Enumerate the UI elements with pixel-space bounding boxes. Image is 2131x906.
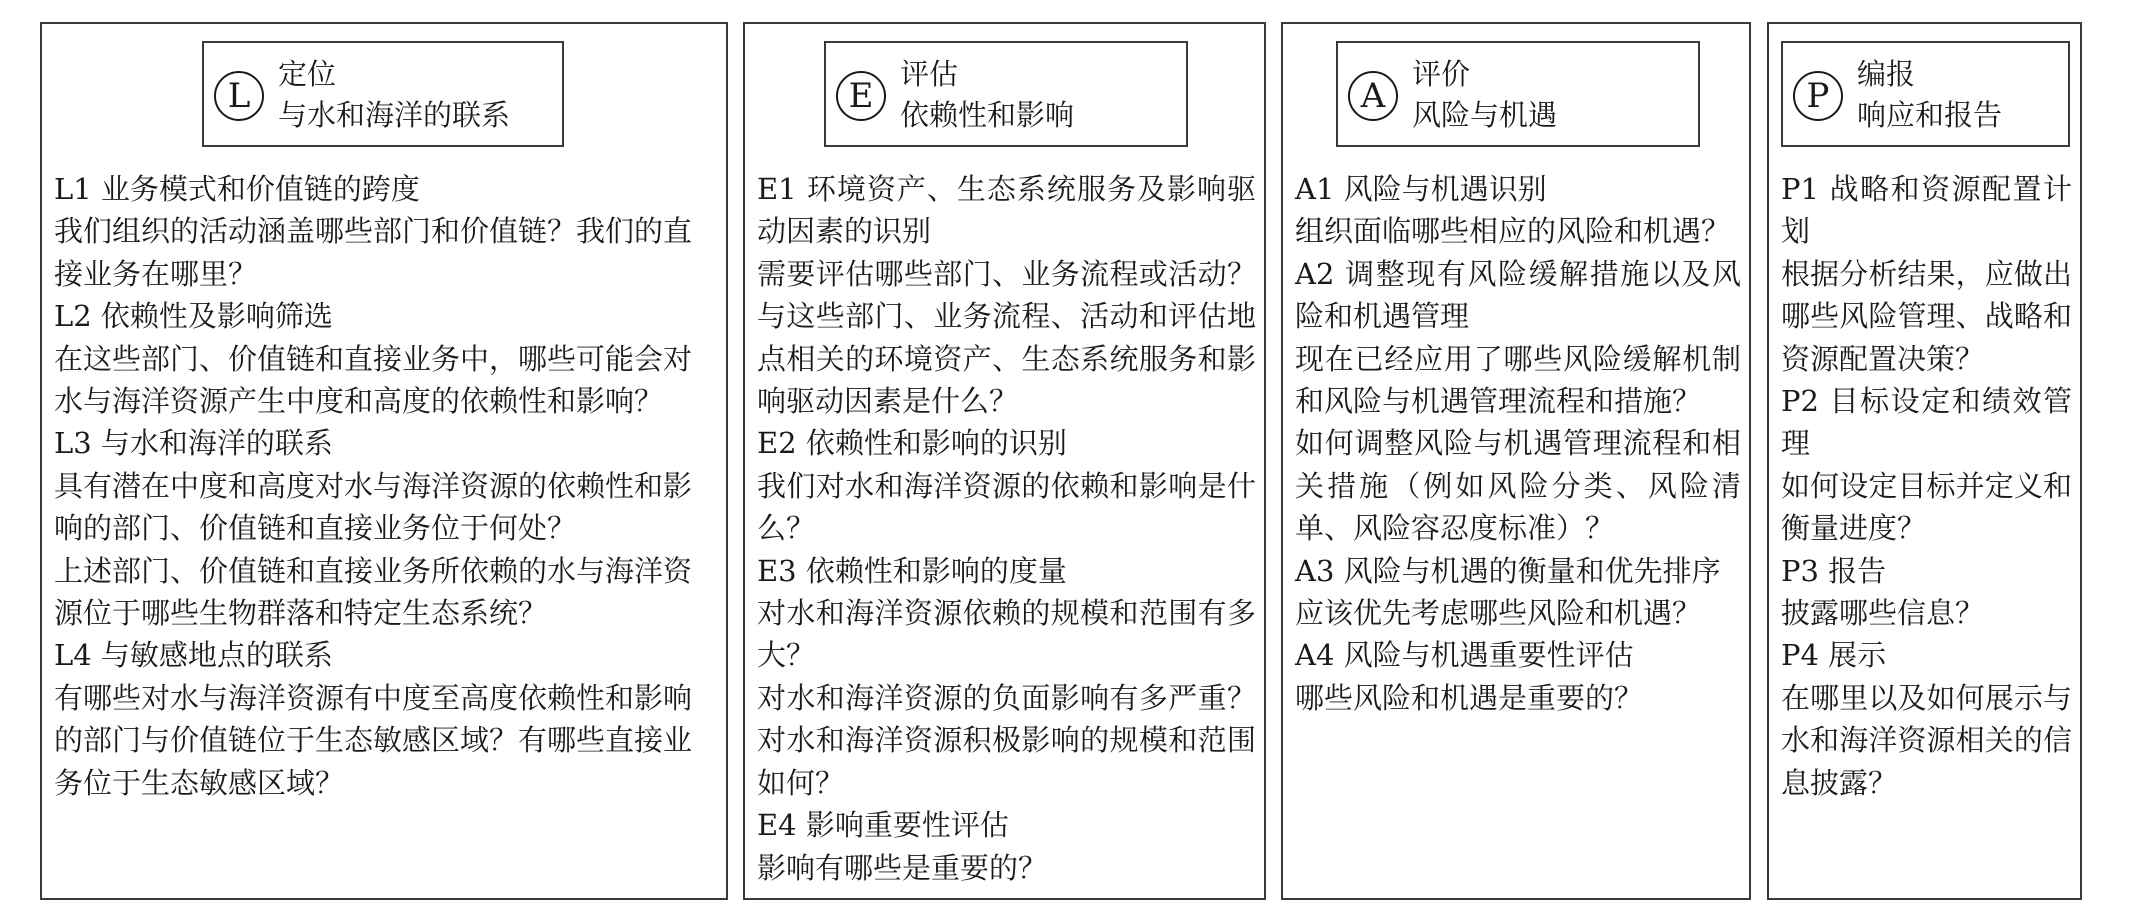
column-evaluate — [743, 22, 1266, 900]
column-body — [757, 168, 1256, 889]
step-question: 对水和海洋资源依赖的规模和范围有多大？ — [757, 596, 1256, 673]
step-question: 哪些风险和机遇是重要的？ — [1295, 680, 1644, 715]
step-heading: A4 风险与机遇重要性评估 — [1295, 638, 1634, 673]
column-title: 评价 — [1412, 57, 1471, 91]
step-heading: L3 与水和海洋的联系 — [54, 426, 333, 461]
step-question: 影响有哪些是重要的？ — [757, 850, 1048, 885]
step-question: 对水和海洋资源的负面影响有多严重？对水和海洋资源积极影响的规模和范围如何？ — [757, 680, 1256, 800]
step-question: 我们对水和海洋资源的依赖和影响是什么？ — [757, 468, 1256, 546]
column-header — [202, 41, 564, 147]
letter-badge: L — [214, 71, 264, 121]
step-question: 我们组织的活动涵盖哪些部门和价值链？我们的直接业务在哪里？ — [54, 214, 693, 291]
step-heading: A1 风险与机遇识别 — [1295, 172, 1547, 206]
column-prepare — [1767, 22, 2082, 900]
step-question: 如何设定目标并定义和衡量进度？ — [1781, 468, 2072, 546]
column-title: 评估 — [900, 57, 959, 91]
step-question: 在这些部门、价值链和直接业务中，哪些可能会对水与海洋资源产生中度和高度的依赖性和影响？ — [54, 341, 693, 419]
step-question: 上述部门、价值链和直接业务所依赖的水与海洋资源位于哪些生物群落和特定生态系统？ — [54, 553, 693, 631]
step-question: 披露哪些信息？ — [1781, 596, 1985, 631]
column-subtitle: 依赖性和影响 — [900, 98, 1075, 132]
step-heading: E4 影响重要性评估 — [757, 808, 1009, 843]
column-title: 编报 — [1857, 57, 1916, 91]
step-question: 现在已经应用了哪些风险缓解机制和风险与机遇管理流程和措施？ — [1295, 341, 1741, 419]
step-question: 根据分析结果，应做出哪些风险管理、战略和资源配置决策？ — [1781, 256, 2072, 376]
step-heading: P4 展示 — [1781, 638, 1887, 673]
column-title: 定位 — [278, 57, 337, 91]
step-heading: A3 风险与机遇的衡量和优先排序 — [1295, 553, 1721, 588]
letter-badge: E — [836, 71, 886, 121]
step-heading: L1 业务模式和价值链的跨度 — [54, 172, 420, 206]
step-question: 具有潜在中度和高度对水与海洋资源的依赖性和影响的部门、价值链和直接业务位于何处？ — [54, 468, 693, 546]
step-heading: P2 目标设定和绩效管理 — [1781, 384, 2072, 461]
step-heading: A2 调整现有风险缓解措施以及风险和机遇管理 — [1295, 256, 1741, 334]
step-heading: L2 依赖性及影响筛选 — [54, 299, 333, 334]
column-subtitle: 响应和报告 — [1857, 98, 2003, 132]
letter-badge: P — [1793, 71, 1843, 121]
letter-badge: A — [1348, 71, 1398, 121]
column-header — [824, 41, 1188, 147]
column-assess — [1281, 22, 1751, 900]
column-header — [1336, 41, 1700, 147]
column-body — [54, 168, 718, 804]
column-locate — [40, 22, 728, 900]
step-question: 组织面临哪些相应的风险和机遇？ — [1295, 214, 1731, 249]
column-header — [1781, 41, 2070, 147]
step-heading: E1 环境资产、生态系统服务及影响驱动因素的识别 — [757, 172, 1256, 249]
step-question: 在哪里以及如何展示与水和海洋资源相关的信息披露？ — [1781, 680, 2072, 800]
column-subtitle: 风险与机遇 — [1412, 98, 1558, 132]
column-body — [1781, 168, 2072, 804]
column-subtitle: 与水和海洋的联系 — [278, 98, 511, 132]
step-question: 有哪些对水与海洋资源有中度至高度依赖性和影响的部门与价值链位于生态敏感区域？有哪些直接业务位于生态敏感区域？ — [54, 680, 693, 800]
step-heading: E2 依赖性和影响的识别 — [757, 426, 1067, 461]
step-question: 应该优先考虑哪些风险和机遇？ — [1295, 596, 1702, 631]
step-heading: P1 战略和资源配置计划 — [1781, 172, 2072, 249]
step-heading: L4 与敏感地点的联系 — [54, 638, 333, 673]
step-heading: P3 报告 — [1781, 553, 1887, 588]
step-question: 需要评估哪些部门、业务流程或活动？与这些部门、业务流程、活动和评估地点相关的环境资产、生态系统服务和影响驱动因素是什么？ — [757, 256, 1256, 419]
step-heading: E3 依赖性和影响的度量 — [757, 553, 1067, 588]
step-question: 如何调整风险与机遇管理流程和相关措施（例如风险分类、风险清单、风险容忍度标准）？ — [1295, 426, 1741, 546]
column-body — [1295, 168, 1741, 719]
